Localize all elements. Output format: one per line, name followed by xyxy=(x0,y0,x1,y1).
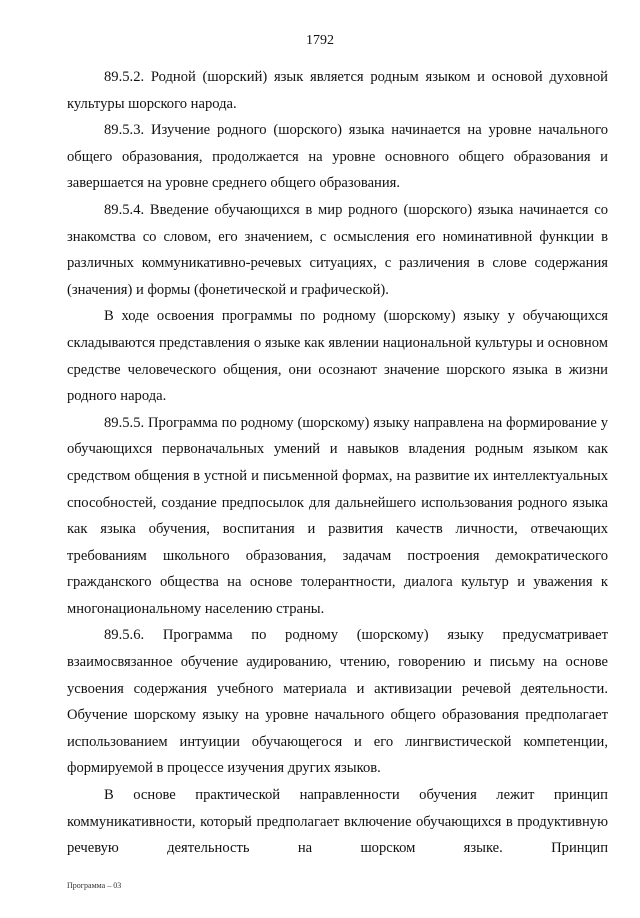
paragraph-89-5-5: 89.5.5. Программа по родному (шорскому) языку направлена на формирование у обучающихся первоначальных умений и навыков владения родным языком как средством общения в устной и письменной формах, на развитие их интеллектуальных способностей, создание предпосылок для дальнейшего использования родного языка как языка обучения, воспитания и развития качеств личности, отвечающих требованиям школьного образования, задачам построения демократического гражданского общества на основе толерантности, диалога культур и уважения к многонациональному населению страны. xyxy=(67,414,608,617)
paragraph-89-5-3: 89.5.3. Изучение родного (шорского) языка начинается на уровне начального общего образования, продолжается на уровне основного общего образования и завершается на уровне среднего общего образования. xyxy=(67,122,608,192)
paragraph-89-5-4: 89.5.4. Введение обучающихся в мир родного (шорского) языка начинается со знакомства со словом, его значением, с осмысления его номинативной функции в различных коммуникативно-речевых ситуациях, с различения в слове содержания (значения) и формы (фонетической и графической). xyxy=(67,201,608,298)
paragraph-89-5-6: 89.5.6. Программа по родному (шорскому) языку предусматривает взаимосвязанное обучение аудированию, чтению, говорению и письму на основе усвоения содержания учебного материала и активизации речевой деятельности. Обучение шорскому языку на уровне начального общего образования предполагает использованием интуиции обучающегося и его лингвистической компетенции, формируемой в процессе изучения других языков. xyxy=(67,627,608,777)
paragraph-89-5-2: 89.5.2. Родной (шорский) язык является родным языком и основой духовной культуры шорского народа. xyxy=(67,69,608,112)
paragraph-practical-orientation: В основе практической направленности обучения лежит принцип коммуникативности, который предполагает включение обучающихся в продуктивную речевую деятельность на шорском языке. Принцип xyxy=(67,787,608,857)
body-text xyxy=(67,64,608,862)
page-footer: Программа – 03 xyxy=(67,881,122,890)
paragraph-program-mastery: В ходе освоения программы по родному (шорскому) языку у обучающихся складываются представления о языке как явлении национальной культуры и основном средстве человеческого общения, они осознают значение шорского языка в жизни родного народа. xyxy=(67,308,608,405)
page-number: 1792 xyxy=(306,33,334,48)
